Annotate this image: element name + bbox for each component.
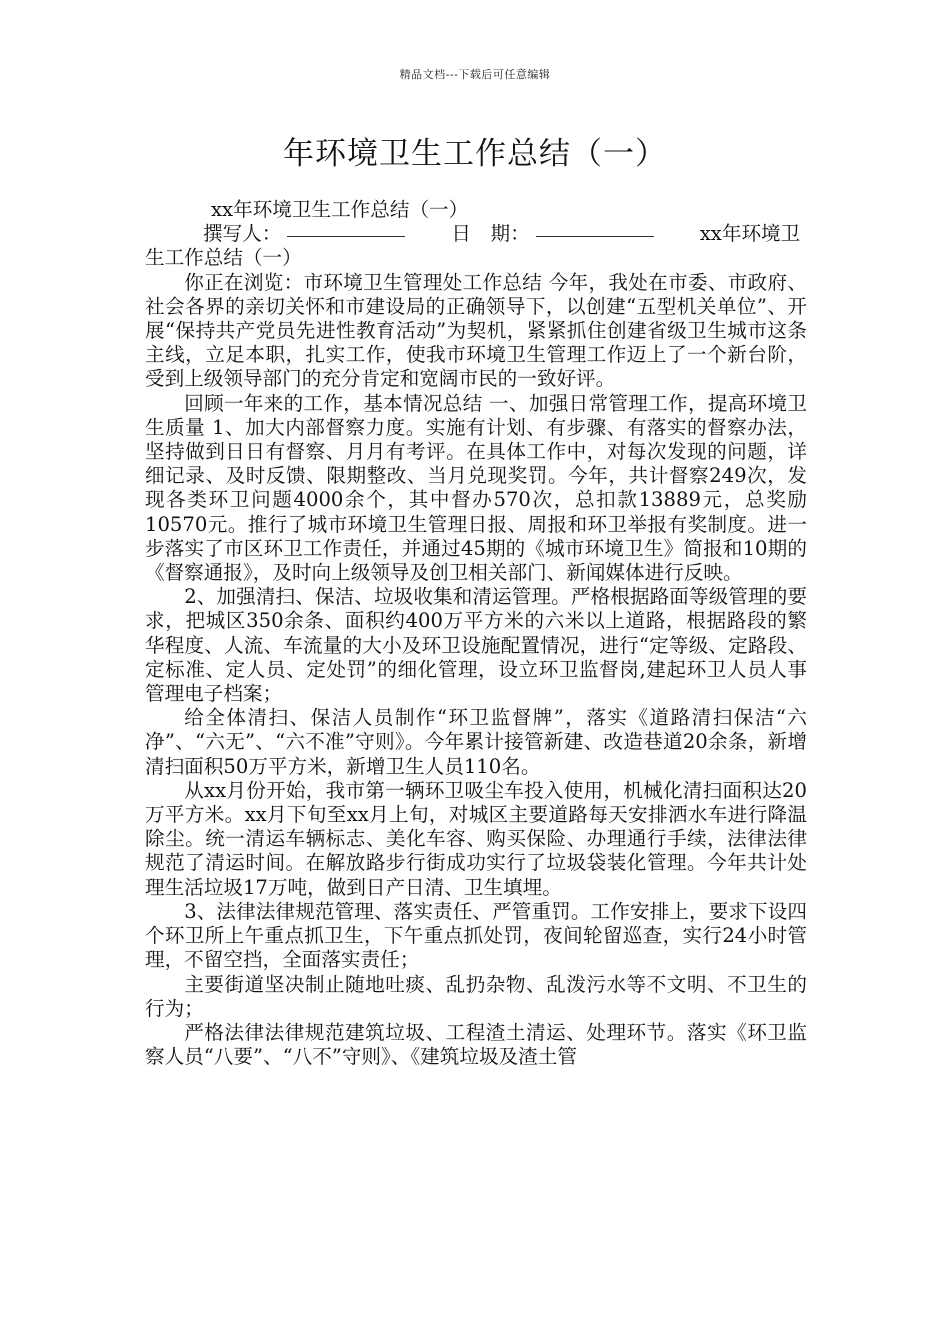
document-subtitle: xx年环境卫生工作总结（一） — [211, 198, 469, 221]
date-label: 日 期： — [451, 222, 530, 246]
paragraph: 从xx月份开始，我市第一辆环卫吸尘车投入使用，机械化清扫面积达20万平方米。xx月下旬至xx月上旬，对城区主要道路每天安排洒水车进行降温除尘。统一清运车辆标志、美化车容、购买保险、办理通行手续，法律法律规范了清运时间。在解放路步行街成功实行了垃圾袋装化管理。今年共计处理生活垃圾17万吨，做到日产日清、卫生填埋。 — [145, 778, 807, 899]
meta-line — [145, 222, 807, 246]
paragraph: 回顾一年来的工作，基本情况总结 一、加强日常管理工作，提高环境卫生质量 1、加大内部督察力度。实施有计划、有步骤、有落实的督察办法，坚持做到日日有督察、月月有考评。在具体工作中，对每次发现的问题，详细记录、及时反馈、限期整改、当月兑现奖罚。今年，共计督察249次，发现各类环卫问题4000余个，其中督办570次，总扣款13889元，总奖励10570元。推行了城市环境卫生管理日报、周报和环卫举报有奖制度。进一步落实了市区环卫工作责任，并通过45期的《城市环境卫生》简报和10期的《督察通报》，及时向上级领导及创卫相关部门、新闻媒体进行反映。 — [145, 391, 807, 585]
document-body — [145, 198, 807, 1069]
header-note: 精品文档---下载后可任意编辑 — [399, 68, 551, 81]
paragraph: 主要街道坚决制止随地吐痰、乱扔杂物、乱泼污水等不文明、不卫生的行为； — [145, 972, 807, 1020]
paragraph: 严格法律法律规范建筑垃圾、工程渣土清运、处理环节。落实《环卫监察人员“八要”、“八不”守则》、《建筑垃圾及渣土管 — [145, 1020, 807, 1069]
paragraph: 2、加强清扫、保洁、垃圾收集和清运管理。严格根据路面等级管理的要求，把城区350余条、面积约400万平方米的六米以上道路，根据路段的繁华程度、人流、车流量的大小及环卫设施配置情况，进行“定等级、定路段、定标准、定人员、定处罚”的细化管理，设立环卫监督岗,建起环卫人员人事管理电子档案； — [145, 585, 807, 706]
paragraph: 你正在浏览：市环境卫生管理处工作总结 今年，我处在市委、市政府、社会各界的亲切关怀和市建设局的正确领导下，以创建“五型机关单位”、开展“保持共产党员先进性教育活动”为契机，紧紧抓住创建省级卫生城市这条主线，立足本职，扎实工作，使我市环境卫生管理工作迈上了一个新台阶，受到上级领导部门的充分肯定和宽阔市民的一致好评。 — [145, 270, 807, 391]
meta-trailing: xx年环境卫 — [699, 222, 801, 246]
meta-continued: 生工作总结（一） — [145, 246, 302, 270]
author-label: 撰写人： — [203, 222, 282, 246]
paragraph: 3、法律法律规范管理、落实责任、严管重罚。工作安排上，要求下设四个环卫所上午重点抓卫生，下午重点抓处罚，夜间轮留巡查，实行24小时管理，不留空挡，全面落实责任； — [145, 899, 807, 972]
document-title: 年环境卫生工作总结（一） — [283, 136, 667, 172]
date-blank — [536, 235, 654, 237]
paragraph: 给全体清扫、保洁人员制作“环卫监督牌”，落实《道路清扫保洁“六净”、“六无”、“六不准”守则》。今年累计接管新建、改造巷道20余条，新增清扫面积50万平方米，新增卫生人员110名。 — [145, 706, 807, 778]
author-blank — [287, 235, 405, 237]
